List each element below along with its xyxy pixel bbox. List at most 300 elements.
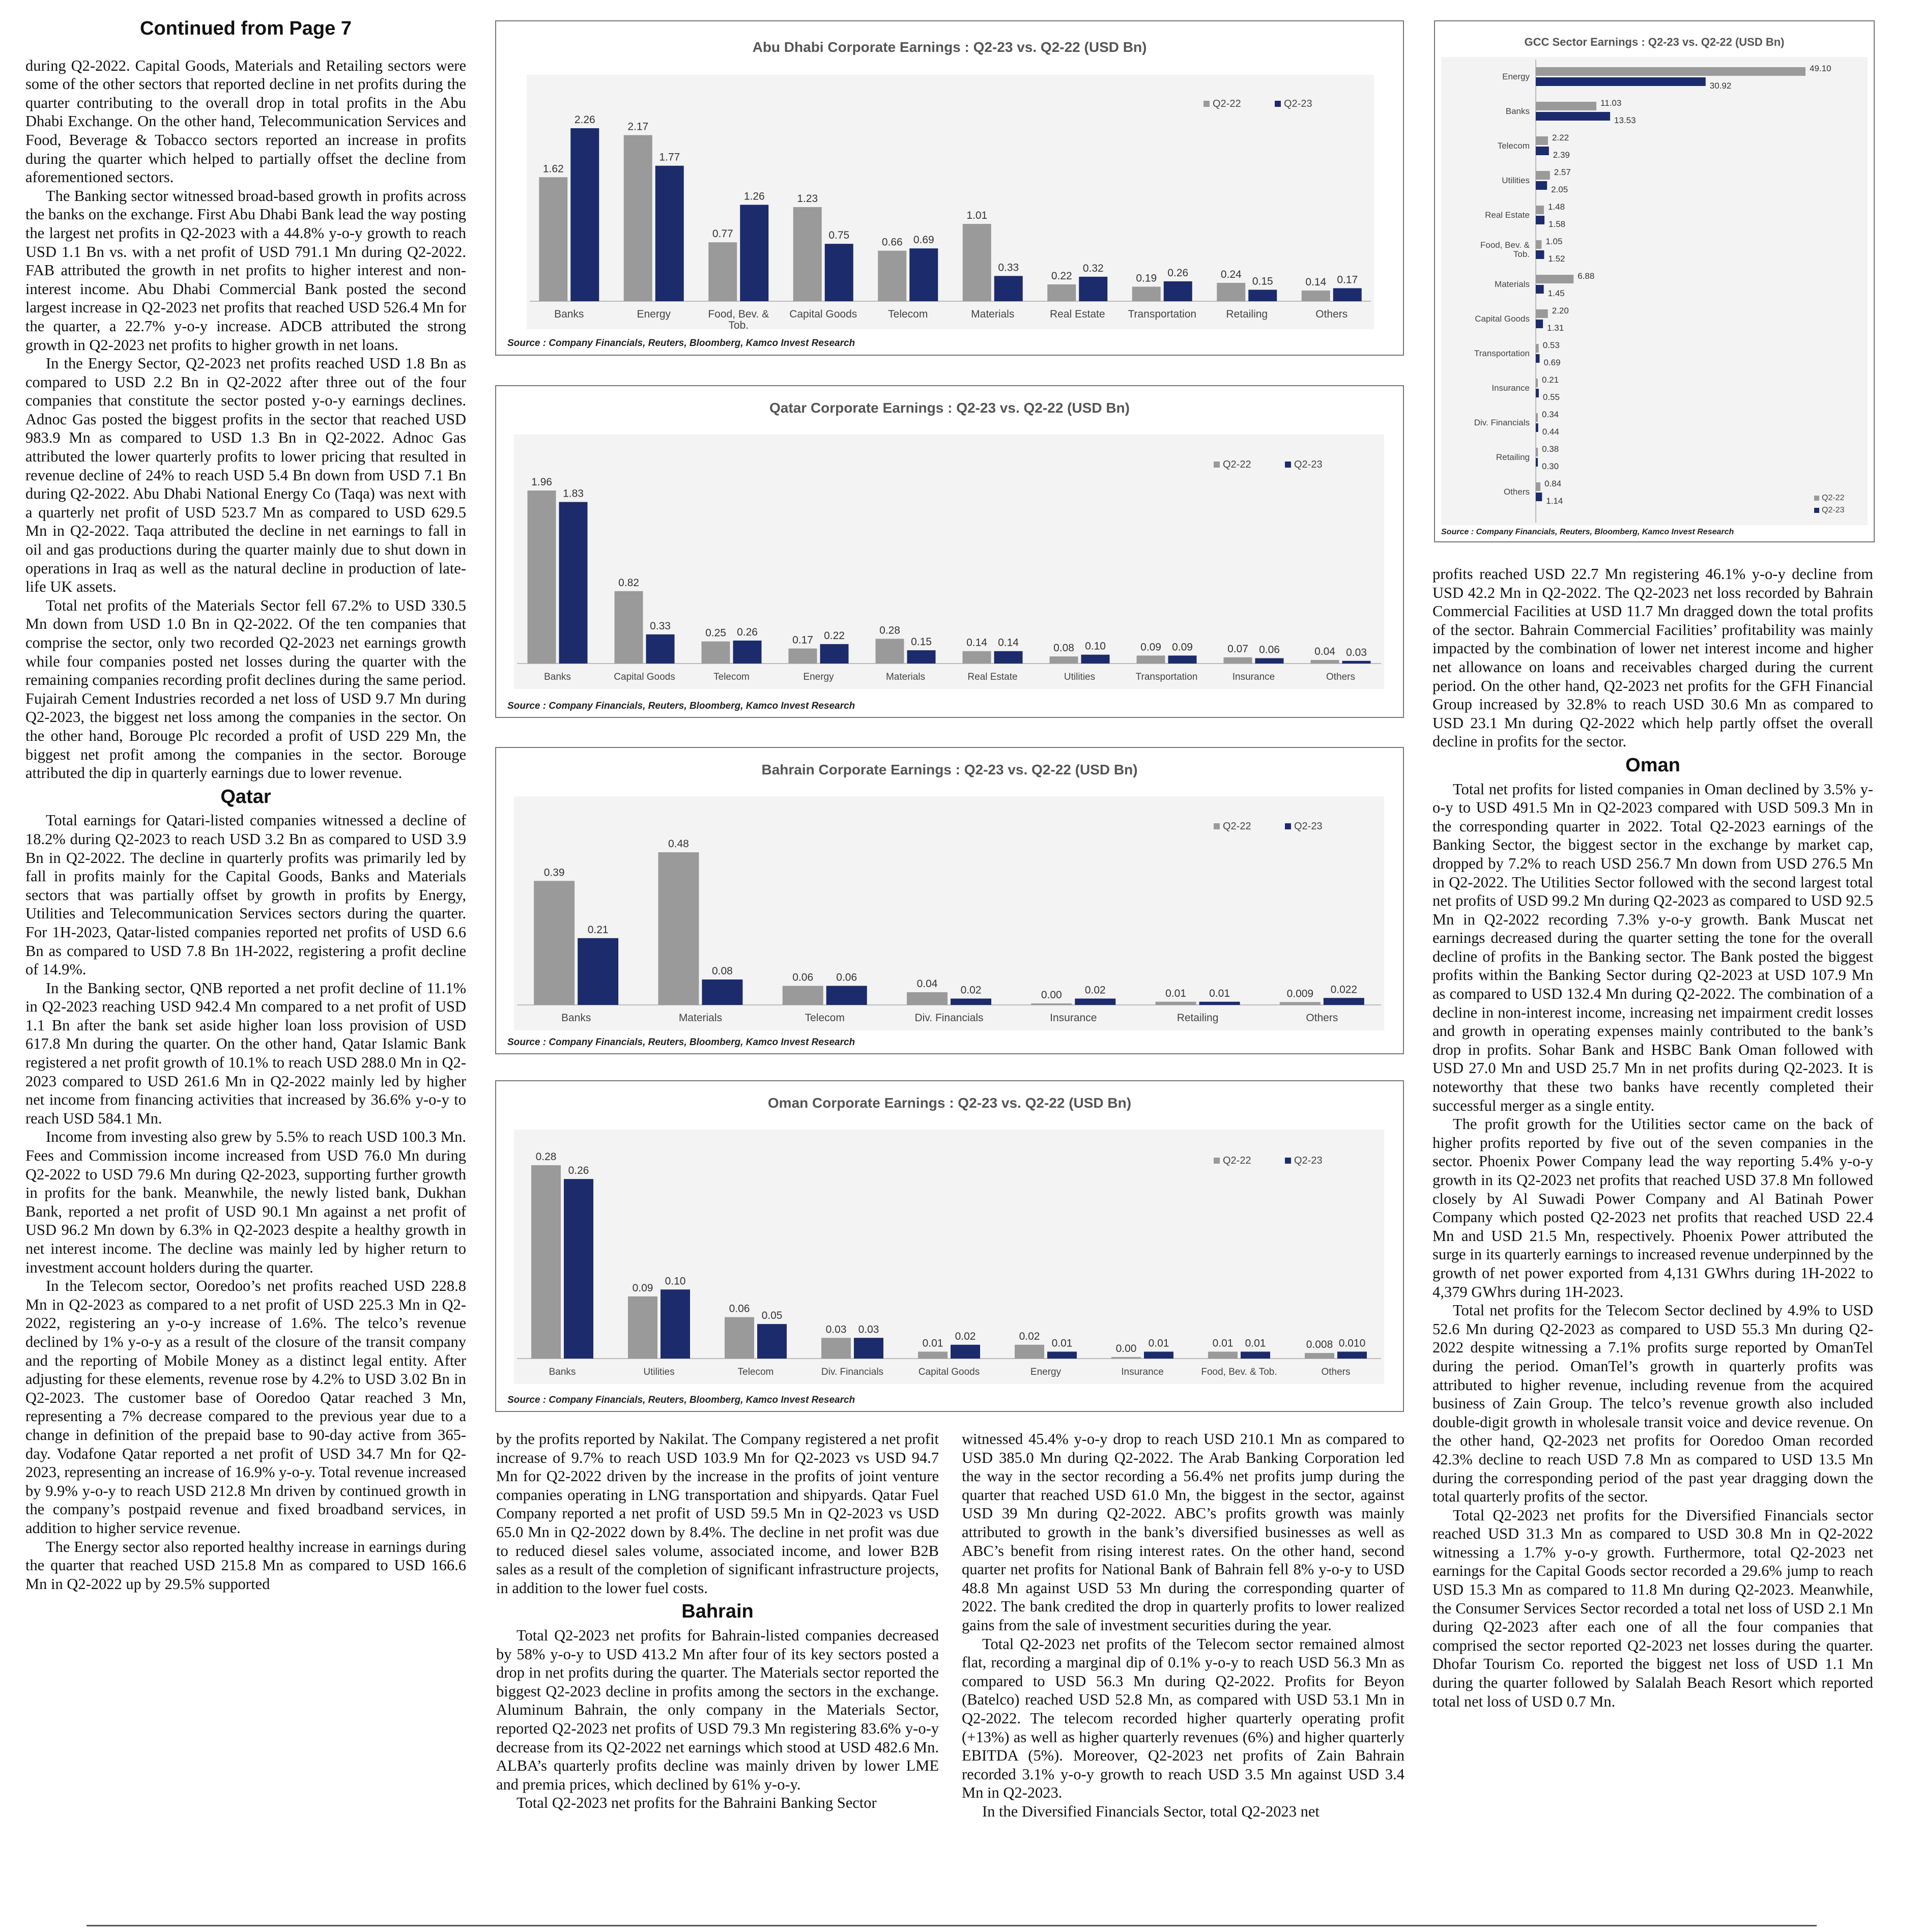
bar-q2-23 [1241,1351,1270,1359]
data-label: 0.24 [1220,268,1242,280]
legend-label: Q2-22 [1223,1155,1251,1166]
bar-q2-23 [1255,658,1284,664]
category-label: Retailing [1177,1012,1219,1024]
data-label: 0.06 [836,971,857,984]
bar-q2-23 [825,244,853,301]
paragraph: Total earnings for Qatari-listed companies witnessed a decline of 18.2% during Q2-2023 to reach USD 3.2 Bn as compared to USD 3.9 Bn in Q2-2022. The decline in quarterly profits was primarily led by fall in profits mainly for the Capital Goods, Banks and Materials sectors that was partially offset by growth in profits by Energy, Utilities and Telecommunication Services sectors during the quarter. For 1H-2023, Qatar-listed companies reported net profits of USD 6.6 Bn as compared to USD 7.8 Bn 1H-2022, registering a profit decline of 14.9%. [25,812,466,978]
category-label: Insurance [1050,1012,1097,1024]
data-label: 0.28 [535,1151,557,1163]
data-label: 0.22 [824,629,845,642]
bar-q2-23 [854,1338,883,1359]
continued-heading: Continued from Page 7 [140,18,352,39]
category-label: Banks [554,308,584,320]
data-label: 0.82 [618,576,639,589]
data-label: 0.02 [955,1330,976,1342]
category-label: Div. Financials [1474,418,1530,427]
data-label: 0.05 [761,1310,783,1322]
legend-swatch [1285,823,1291,829]
bar-q2-23 [757,1324,787,1359]
data-label: 1.05 [1545,237,1563,246]
bar-q2-23 [1536,458,1538,467]
data-label: 0.022 [1330,984,1358,996]
bar-q2-23 [907,650,936,664]
bar-q2-22 [1280,1002,1321,1005]
data-label: 0.10 [665,1275,686,1287]
paragraph: Income from investing also grew by 5.5% to reach USD 100.3 Mn. Fees and Commission income increased from USD 76.0 Mn during Q2-2022 to USD 79.6 Mn during Q2-2023, supporting further growth in profits for the bank. Meanwhile, the newly listed bank, Dukhan Bank, reported a net profit of USD 90.1 Mn against a net profit of USD 96.2 Mn down by 6.3% in Q2-2023 despite a healthy growth in net interest income. The decline was mainly led by higher return to investment account holders during the quarter. [25,1128,466,1276]
bar-q2-23 [1536,320,1543,328]
qatar-body [25,811,466,1593]
data-label: 2.57 [1554,167,1571,177]
column-1 [25,19,466,1593]
bar-q2-23 [1536,354,1539,363]
bar-q2-22 [1217,283,1245,301]
category-label: Materials [885,672,926,682]
data-label: 0.03 [858,1323,879,1336]
data-label: 0.03 [825,1323,847,1336]
category-label: Retailing [1496,452,1530,462]
chart-title: GCC Sector Earnings : Q2-23 vs. Q2-22 (USD Bn) [1524,36,1785,48]
abu-dhabi-chart-svg [496,21,1403,355]
bar-q2-22 [1302,291,1330,301]
paragraph: Total net profits of the Materials Sector fell 67.2% to USD 330.5 Mn down from USD 1.0 Bn in Q2-2022. Of the ten companies that comprise the sector, only two recorded Q2-2023 net earnings growth while four companies posted net losses during the quarter with the remaining companies recording profit declines during the same period. Fujairah Cement Industries recorded a net loss of USD 9.7 Mn during Q2-2023, the biggest net loss among the companies in the sector. On the other hand, Borouge Plc recorded a profit of USD 229 Mn, the biggest net profit among the companies in the sector. Borouge attributed the dip in quarterly earnings due to lower revenue. [25,596,466,782]
paragraph: Total net profits for listed companies in Oman declined by 3.5% y-o-y to USD 491.5 Mn in Q2-2023 compared with USD 509.3 Mn in the corresponding quarter in 2022. Total Q2-2023 earnings of the Banking Sector, the biggest sector in the exchange by market cap, dropped by 7.2% to reach USD 256.7 Mn down from USD 276.5 Mn in Q2-2022. The Utilities Sector followed with the second largest total net profits of USD 99.2 Mn during Q2-2023 as compared to USD 92.5 Mn in Q2-2022 recording 7.3% y-o-y growth. Bank Muscat net earnings decreased during the quarter setting the tone for the overall decline of profits in the Banking sector. The Bank posted the biggest profits within the Banking Sector during Q2-2023 at USD 107.9 Mn as compared to USD 132.4 Mn during Q2-2022. The combination of a decline in non-interest income, increasing net impairment credit losses and growth in operating expenses mainly contributed to the bank’s drop in profits. Sohar Bank and HSBC Bank Oman followed with USD 27.0 Mn and USD 25.7 Mn in net profits during Q2-2023. It is noteworthy that these two banks have recently completed their successful merger as a single entity. [1432,780,1873,1114]
bar-q2-23 [702,979,742,1005]
bar-q2-23 [1199,1002,1240,1005]
legend-swatch [1214,1158,1220,1164]
bar-q2-23 [655,166,684,301]
category-label: Utilities [1502,176,1530,185]
data-label: 0.00 [1115,1343,1137,1354]
abu-dhabi-earnings-chart [495,20,1404,356]
paragraph: profits reached USD 22.7 Mn registering 46.1% y-o-y decline from USD 42.2 Mn in Q2-2022. The Q2-2023 net loss recorded by Bahrain Commercial Facilities at USD 11.7 Mn dragged down the total profits of the sector. Bahrain Commercial Facilities’ profitability was mainly impacted by the combination of lower net interest income and higher net allowance on loans and receivables charged during the current period. On the other hand, Q2-2023 net profits for the GFH Financial Group increased by 32.8% to reach USD 30.6 Mn as compared to USD 23.1 Mn during Q2-2022 which help partly offset the overall decline in profits for the sector. [1432,565,1873,751]
data-label: 0.26 [568,1165,589,1177]
data-label: 1.31 [1547,323,1564,333]
section-heading-qatar: Qatar [220,786,271,808]
data-label: 0.09 [1172,641,1193,653]
data-label: 0.33 [650,620,671,632]
bar-q2-23 [1342,661,1371,664]
data-label: 0.84 [1544,479,1562,488]
column-1-body [25,56,466,783]
data-label: 0.02 [1084,984,1106,996]
paragraph: Total Q2-2023 net profits for Bahrain-listed companies decreased by 58% y-o-y to USD 413.2 Mn after four of its key sectors posted a drop in net profits during the quarter. The Materials sector reported the biggest Q2-2023 decline in profits among the sectors in the exchange. Aluminum Bahrain, the only company in the Materials Sector, reported Q2-2023 net profits of USD 79.3 Mn registering 83.6% y-o-y decrease from its Q2-2022 net earnings which stood at USD 482.6 Mn. ALBA’s quarterly profits decline was mainly driven by lower LME and premia prices, which declined by 61% y-o-y. [496,1626,939,1793]
bar-q2-23 [1081,655,1110,664]
bar-q2-22 [1137,655,1165,664]
bar-q2-23 [646,635,675,664]
paragraph: witnessed 45.4% y-o-y drop to reach USD 210.1 Mn as compared to USD 385.0 Mn during Q2-2022. The Arab Banking Corporation led the way in the sector recording a 56.4% net profits jump during the quarter that reached USD 61.0 Mn, the biggest in the sector, against USD 39 Mn during Q2-2022. ABC’s profits growth was mainly attributed to growth in the bank’s diversified businesses as well as ABC’s benefit from rising interest rates. On the other hand, second quarter net profits for National Bank of Bahrain fell 8% y-o-y to USD 48.8 Mn against USD 53 Mn during the corresponding quarter of 2022. The bank credited the drop in quarterly profits to lower realized gains from the sale of investment securities during the year. [962,1430,1404,1634]
data-label: 0.15 [911,636,932,648]
category-label: Insurance [1232,672,1275,682]
data-label: 0.26 [1167,267,1189,279]
paragraph: during Q2-2022. Capital Goods, Materials and Retailing sectors were some of the other sectors that reported decline in net profits during the quarter contributing to the overall drop in total profits in the Abu Dhabi Exchange. On the other hand, Telecommunication Services and Food, Beverage & Tobacco sectors reported an increase in profits during the quarter which helped to partially offset the decline from aforementioned sectors. [25,56,466,186]
legend-swatch [1214,462,1220,468]
bar-q2-22 [725,1317,754,1359]
data-label: 0.010 [1338,1337,1366,1349]
oman-body [1432,780,1873,1711]
data-label: 0.09 [632,1282,653,1294]
bar-q2-23 [1536,77,1706,86]
category-label: Retailing [1226,308,1268,320]
bar-q2-23 [820,644,849,664]
section-heading-bahrain: Bahrain [681,1601,754,1623]
bar-q2-23 [994,276,1023,301]
category-label: Insurance [1492,383,1530,393]
category-label: Capital Goods [1475,314,1530,324]
category-label: Energy [637,308,671,320]
data-label: 0.53 [1542,340,1560,350]
bar-q2-22 [1536,275,1573,283]
legend-label: Q2-22 [1223,821,1251,832]
data-label: 2.17 [627,121,649,133]
data-label: 0.06 [792,971,814,984]
bar-q2-23 [1168,655,1197,664]
bar-q2-22 [1015,1345,1044,1359]
bar-q2-22 [876,639,904,664]
data-label: 0.14 [998,637,1019,649]
category-label: Food, Bev. & Tob. [1201,1367,1277,1377]
category-label: Capital Goods [918,1367,980,1377]
oman-earnings-chart [495,1080,1404,1412]
data-label: 0.48 [668,838,689,850]
bar-q2-22 [1536,67,1805,76]
bar-q2-23 [951,1345,980,1359]
bar-q2-22 [789,649,817,664]
data-label: 0.21 [587,924,609,936]
gcc-chart-svg [1435,21,1874,541]
data-label: 1.52 [1548,254,1565,264]
bar-q2-22 [1536,206,1544,214]
paragraph: Total net profits for the Telecom Sector declined by 4.9% to USD 52.6 Mn during Q2-2023 as compared to USD 55.3 Mn during Q2-2022 despite witnessing a 7.1% profits surge reported by OmanTel during the period. OmanTel’s growth in quarterly profits was attributed to higher revenue, including revenue from the acquired business of Zain Group. The telco’s revenue growth also included double-digit growth in wholesale transit voice and device revenue. On the other hand, Q2-2023 net profits for Ooredoo Oman recorded 42.3% decline to reach USD 7.8 Mn as compared to USD 13.5 Mn during the corresponding period of the past year dragging down the total quarterly profits of the sector. [1432,1302,1873,1506]
legend-swatch [1285,1158,1291,1164]
category-label: Tob. [1513,249,1530,259]
chart-title: Abu Dhabi Corporate Earnings : Q2-23 vs. Q2-22 (USD Bn) [752,39,1147,55]
column-4 [1432,565,1873,1711]
legend-swatch [1285,462,1291,468]
bar-q2-23 [559,502,588,664]
bar-q2-22 [1224,657,1252,664]
data-label: 6.88 [1578,271,1595,281]
category-label: Real Estate [1485,210,1530,220]
data-label: 1.83 [563,487,584,500]
bar-q2-22 [793,207,822,301]
bar-q2-22 [528,491,556,664]
bar-q2-23 [661,1289,690,1359]
category-label: Utilities [1064,672,1096,682]
bar-q2-22 [1536,482,1540,491]
data-label: 0.55 [1542,392,1560,402]
bar-q2-22 [624,135,652,301]
bar-q2-22 [1156,1002,1196,1005]
bar-q2-23 [1536,423,1538,432]
data-label: 0.21 [1542,375,1559,385]
paragraph: In the Telecom sector, Ooredoo’s net profits reached USD 228.8 Mn in Q2-2023 as compared to a net profit of USD 225.3 Mn in Q2-2022, registering an y-o-y increase of 1.6%. The telco’s revenue declined by 1% y-o-y as a result of the closure of the transit company and the reporting of Mobile Money as a distinct legal entity. After adjusting for these elements, revenue rose by 4.2% to USD 3.02 Bn in Q2-2023. The customer base of Ooredoo Qatar reached 3 Mn, representing a 7% decrease compared to the previous year due to a change in definition of the prepaid base to 90-day active from 365-day. Vodafone Qatar reported a net profit of USD 34.7 Mn for Q2-2023, representing an increase of 16.9% y-o-y. Total revenue increased by 9.9% y-o-y to reach USD 212.8 Mn driven by continued growth in the company’s postpaid revenue and fixed broadband services, in addition to higher service revenue. [25,1277,466,1537]
category-label: Transportation [1128,308,1197,320]
chart-title: Qatar Corporate Earnings : Q2-23 vs. Q2-22 (USD Bn) [769,400,1130,416]
bar-q2-23 [1144,1351,1173,1359]
category-label: Energy [1502,72,1530,81]
bar-q2-23 [1079,277,1107,301]
data-label: 0.01 [1212,1337,1234,1349]
bar-q2-23 [570,128,599,301]
data-label: 0.01 [1245,1337,1266,1349]
legend-swatch [1203,101,1210,107]
data-label: 0.22 [1051,270,1072,282]
category-label: Materials [1495,279,1530,289]
data-label: 30.92 [1709,81,1732,91]
data-label: 0.008 [1306,1339,1333,1351]
category-label: Banks [549,1367,576,1377]
bar-q2-22 [1536,448,1538,456]
category-label: Materials [678,1012,723,1024]
data-label: 0.44 [1542,427,1559,437]
data-label: 0.07 [1227,643,1248,655]
data-label: 11.03 [1600,98,1622,108]
bar-q2-22 [1031,1003,1072,1005]
paragraph: Total Q2-2023 net profits of the Telecom sector remained almost flat, recording a marginal dip of 0.1% y-o-y to reach USD 56.3 Mn as compared to USD 56.3 Mn during Q2-2022. Profits for Beyon (Batelco) reached USD 52.8 Mn, as compared with USD 53.1 Mn in Q2-2022. The telecom recorded higher quarterly operating profit (+13%) as well as higher quarterly revenues (6%) and higher quarterly EBITDA (5%). Moreover, Q2-2023 net profits of Zain Bahrain recorded 3.1% y-o-y growth to reach USD 3.5 Mn against USD 3.4 Mn in Q2-2023. [962,1635,1404,1802]
data-label: 1.48 [1547,202,1565,212]
bar-q2-22 [1050,656,1078,664]
data-label: 0.26 [737,626,758,638]
paragraph: In the Energy Sector, Q2-2023 net profits reached USD 1.8 Bn as compared to USD 2.2 Bn in Q2-2022 after three out of the four companies that constitute the sector posted y-o-y earnings declines. Adnoc Gas posted the biggest profits in the sector that reached USD 983.9 Mn as compared to USD 1.3 Bn in Q2-2022. Adnoc Gas attributed the lower quarterly profits to lower pricing that resulted in revenue decline of 24% to reach USD 5.4 Bn down from USD 7.1 Bn during Q2-2022. Abu Dhabi National Energy Co (Taqa) was next with a quarterly net profit of USD 523.7 Mn as compared to USD 629.5 Mn in Q2-2022. Taqa attributed the decline in net earnings to fall in oil and gas productions during the quarter mainly due to shut down in operations in Iraq as well as the natural decline in production of late-life UK assets. [25,355,466,596]
data-label: 1.14 [1546,496,1563,506]
bar-q2-23 [1337,1351,1367,1359]
data-label: 0.17 [1337,274,1358,286]
bahrain-chart-svg [496,748,1403,1053]
bar-q2-22 [1305,1353,1334,1359]
category-label: Banks [561,1012,591,1024]
data-label: 0.28 [879,624,900,637]
legend-label: Q2-22 [1822,494,1845,502]
paragraph: The profit growth for the Utilities sector came on the back of higher profits reported by five out of the seven companies in the sector. Phoenix Power Company lead the way reporting 5.4% y-o-y growth in its Q2-2023 net profits that reached USD 37.8 Mn followed closely by Al Suwadi Power Company and Al Batinah Power Company which posted Q2-2023 net profits that reached USD 22.4 Mn and USD 21.5 Mn, respectively. Phoenix Power attributed the surge in its quarterly earnings to increased revenue underpinned by the growth of net power exported from 4,131 GWhrs during 1H-2022 to 4,379 GWhrs during 1H-2023. [1432,1115,1873,1301]
plot-area [514,435,1384,689]
bar-q2-22 [615,591,643,664]
legend-label: Q2-23 [1284,98,1312,109]
data-label: 13.53 [1614,116,1636,125]
category-label: Energy [1030,1367,1062,1377]
data-label: 0.69 [913,234,934,246]
bar-q2-23 [1333,288,1362,301]
data-label: 0.06 [729,1303,750,1315]
data-label: 0.15 [1252,275,1273,287]
bar-q2-22 [878,251,906,301]
data-label: 1.58 [1549,219,1566,229]
bar-q2-22 [963,224,991,301]
bar-q2-23 [1324,998,1364,1005]
bar-q2-23 [578,938,618,1005]
data-label: 1.45 [1547,289,1565,298]
bar-q2-22 [531,1165,561,1359]
category-label: Real Estate [967,672,1018,682]
category-label: Food, Bev. & [708,308,769,320]
data-label: 0.03 [1346,646,1367,658]
category-label: Banks [1505,106,1530,116]
bar-q2-22 [1208,1351,1238,1359]
bar-q2-23 [826,986,867,1005]
data-label: 49.10 [1810,64,1831,73]
data-label: 0.19 [1136,272,1157,284]
paragraph: The Banking sector witnessed broad-based growth in profits across the banks on the exchange. First Abu Dhabi Bank lead the way posting the largest net profits in Q2-2023 with a 44.8% y-o-y growth to reach USD 1.1 Bn vs. with a net profit of USD 791.1 Mn during Q2-2022. FAB attributed the growth in net profits to higher interest and non-interest income. Abu Dhabi Commercial Bank posted the second largest increase in Q2-2023 net profits that reached USD 526.4 Mn for the quarter, a 22.7% y-o-y increase. ADCB attributed the strong growth in Q2-2023 net profits to higher growth in net loans. [25,187,466,354]
bar-q2-22 [1536,379,1538,387]
data-label: 0.02 [1019,1330,1040,1342]
category-label: Tob. [728,320,749,332]
bar-q2-23 [740,205,768,301]
category-label: Materials [971,308,1015,320]
category-label: Transportation [1135,672,1198,682]
category-label: Real Estate [1049,308,1105,320]
paragraph: Total Q2-2023 net profits for the Bahraini Banking Sector [517,1794,877,1812]
bar-q2-22 [1536,171,1550,180]
legend-label: Q2-22 [1223,459,1251,470]
category-label: Others [1503,487,1530,497]
paragraph: by the profits reported by Nakilat. The Company registered a net profit increase of 9.7% to reach USD 103.9 Mn for Q2-2023 vs USD 94.7 Mn for Q2-2022 driven by the increase in the profits of joint venture companies operating in LNG transportation and shipyards. Qatar Fuel Company reported a net profit of USD 59.5 Mn in Q2-2023 vs USD 65.0 Mn in Q2-2022 down by 8.4%. The decline in net profit was due to reduced diesel sales volume, associated income, and lower B2B sales as a result of the completion of significant infrastructure projects, in addition to the lower fuel costs. [496,1430,939,1597]
data-label: 2.05 [1551,185,1568,194]
data-label: 0.01 [1148,1337,1169,1349]
bar-q2-22 [702,642,730,664]
data-label: 0.32 [1082,262,1104,274]
data-label: 1.62 [542,163,564,175]
chart-source-note: Source : Company Financials, Reuters, Bloomberg, Kamco Invest Research [1441,528,1734,536]
data-label: 1.77 [659,151,680,163]
data-label: 0.08 [1053,642,1074,654]
bar-q2-23 [1164,281,1192,301]
paragraph: The Energy sector also reported healthy increase in earnings during the quarter that reached USD 215.8 Mn as compared to USD 166.6 Mn in Q2-2022 up by 29.5% supported [25,1538,466,1593]
data-label: 0.01 [1209,987,1230,999]
paragraph: In the Banking sector, QNB reported a net profit decline of 11.1% in Q2-2023 reaching USD 942.4 Mn compared to a net profit of USD 1.1 Bn after the bank set aside higher loan loss provision of USD 617.8 Mn during the quarter. On the other hand, Qatar Islamic Bank registered a net profit growth of 10.1% to reach USD 288.0 Mn in Q2-2023 compared to USD 261.6 Mn in Q2-2022 mainly led by higher net income from financing activities that increased by 36.6% y-o-y to reach USD 584.1 Mn. [25,979,466,1127]
category-label: Telecom [888,308,928,320]
bar-q2-22 [628,1296,657,1359]
legend-label: Q2-23 [1294,1155,1323,1166]
bar-q2-22 [783,986,823,1005]
data-label: 0.04 [916,978,938,990]
data-label: 0.14 [966,637,987,649]
bar-q2-23 [1536,181,1547,190]
qatar-earnings-chart [495,385,1404,718]
category-label: Telecom [713,672,750,682]
data-label: 0.08 [711,965,733,977]
oman-chart-svg [496,1081,1403,1411]
data-label: 0.30 [1542,462,1559,471]
legend-swatch [1214,823,1220,829]
paragraph: In the Diversified Financials Sector, total Q2-2023 net [982,1802,1320,1820]
qatar-chart-svg [496,386,1403,717]
category-label: Banks [544,672,571,682]
category-label: Div. Financials [821,1367,884,1377]
plot-area [514,796,1384,1030]
data-label: 1.23 [797,192,818,205]
column-2 [496,1430,939,1812]
category-label: Insurance [1121,1367,1164,1377]
legend-swatch [1814,496,1819,501]
bar-q2-22 [1311,660,1339,664]
chart-source-note: Source : Company Financials, Reuters, Bloomberg, Kamco Invest Research [507,1037,855,1048]
category-label: Transportation [1474,349,1530,358]
data-label: 0.75 [828,229,850,242]
bar-q2-22 [534,881,575,1005]
bar-q2-23 [564,1179,593,1359]
bar-q2-23 [951,999,991,1005]
bar-q2-23 [1047,1351,1077,1359]
footer-rule [87,1925,1817,1926]
bar-q2-23 [1536,216,1544,224]
category-label: Others [1315,308,1348,320]
data-label: 2.22 [1552,133,1569,142]
data-label: 0.00 [1041,989,1062,1001]
gcc-sector-earnings-chart [1434,20,1875,542]
data-label: 0.69 [1543,358,1561,367]
data-label: 0.02 [960,984,982,996]
bar-q2-22 [539,177,567,301]
legend-label: Q2-23 [1294,821,1323,832]
bar-q2-22 [1536,136,1548,145]
data-label: 0.39 [543,867,565,879]
category-label: Food, Bev. & [1480,240,1530,250]
bar-q2-23 [994,651,1023,664]
plot-area [527,75,1374,332]
legend-swatch [1275,101,1281,107]
column-3 [962,1430,1404,1821]
bar-q2-23 [1536,112,1610,121]
bar-q2-22 [658,852,699,1005]
data-label: 0.14 [1305,276,1327,288]
column-3-body [962,1430,1404,1821]
data-label: 0.01 [1051,1337,1073,1349]
bar-q2-22 [1536,309,1548,318]
chart-title: Bahrain Corporate Earnings : Q2-23 vs. Q2-22 (USD Bn) [761,762,1138,777]
data-label: 2.20 [1552,306,1569,315]
legend-label: Q2-22 [1213,98,1241,109]
bahrain-earnings-chart [495,747,1404,1054]
bar-q2-22 [1047,284,1076,301]
category-label: Others [1321,1367,1351,1377]
data-label: 0.01 [1165,987,1187,999]
bar-q2-22 [918,1351,948,1359]
data-label: 1.96 [531,476,552,488]
category-label: Capital Goods [789,308,857,320]
data-label: 1.26 [743,190,765,203]
section-heading-oman: Oman [1625,754,1680,776]
bar-q2-23 [1536,147,1549,155]
bar-q2-22 [1132,286,1161,301]
bar-q2-23 [909,248,938,301]
bar-q2-22 [1536,344,1539,353]
bar-q2-23 [1075,999,1115,1005]
data-label: 0.77 [712,228,733,240]
data-label: 0.38 [1542,444,1559,454]
bar-q2-23 [1536,250,1544,259]
legend-label: Q2-23 [1294,459,1323,470]
data-label: 0.33 [998,262,1019,274]
category-label: Telecom [805,1012,845,1024]
legend-swatch [1814,508,1819,513]
bar-q2-22 [821,1338,851,1359]
bar-q2-22 [708,242,737,301]
category-label: Telecom [1497,141,1530,151]
data-label: 0.17 [792,634,813,646]
data-label: 2.39 [1553,150,1570,160]
bar-q2-22 [1536,413,1538,422]
category-label: Telecom [737,1367,774,1377]
category-label: Capital Goods [614,672,675,682]
data-label: 0.10 [1085,640,1106,652]
bar-q2-23 [733,641,762,664]
paragraph: Total Q2-2023 net profits for the Diversified Financials sector reached USD 31.3 Mn as compared to USD 30.8 Mn in Q2-2022 witnessing a 1.7% y-o-y growth. Furthermore, total Q2-2023 net earnings for the Capital Goods sector recorded a 29.6% jump to reach USD 15.3 Mn as compared to 11.8 Mn during Q2-2023. Meanwhile, the Consumer Services Sector recorded a total net loss of USD 2.1 Mn during Q2-2023 after each one of all the four companies that comprised the sector reported Q2-2023 net losses during the quarter. Dhofar Tourism Co. reported the biggest net loss of USD 1.1 Mn during the quarter followed by Salalah Beach Resort which reported total net loss of USD 0.7 Mn. [1432,1506,1873,1710]
category-label: Div. Financials [914,1012,984,1024]
column-4-body [1432,565,1873,751]
data-label: 0.04 [1314,646,1335,658]
bar-q2-22 [1536,240,1541,249]
data-label: 0.01 [922,1337,943,1349]
column-2-body [496,1430,939,1597]
